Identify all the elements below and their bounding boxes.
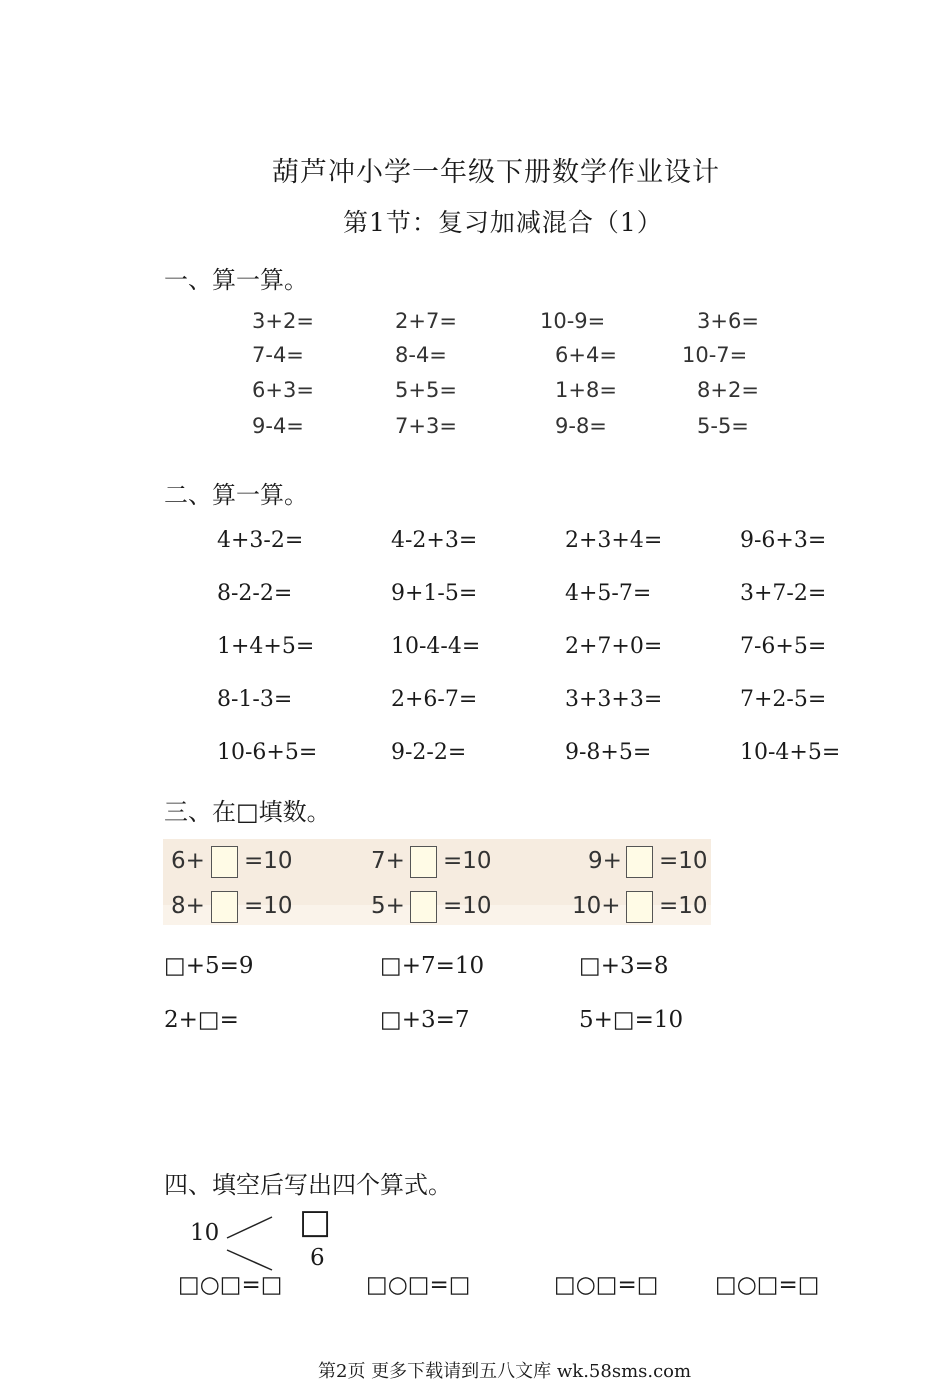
number-bond-part: 6 <box>310 1245 325 1271</box>
exercise: 5+5= <box>395 378 457 402</box>
answer-box[interactable] <box>410 846 437 878</box>
bond-line-lower <box>227 1250 272 1270</box>
answer-box[interactable] <box>410 891 437 923</box>
exercise: 9-8+5= <box>565 740 652 765</box>
fill-exercise: □+7=10 <box>380 953 485 979</box>
exercise: 9-6+3= <box>740 528 827 553</box>
exercise: 8+2= <box>697 378 759 402</box>
section1-heading: 一、算一算。 <box>164 266 308 294</box>
exercise: 3+3+3= <box>565 687 663 712</box>
fill-exercise: □+5=9 <box>164 953 254 979</box>
exercise: 6+3= <box>252 378 314 402</box>
exercise: 3+6= <box>697 309 759 333</box>
fill-pre: 10+ <box>572 893 621 919</box>
fill-post: =10 <box>659 893 708 919</box>
fill-pre: 9+ <box>588 848 622 874</box>
fill-post: =10 <box>244 848 293 874</box>
exercise: 2+6-7= <box>391 687 478 712</box>
section4-heading: 四、填空后写出四个算式。 <box>164 1171 452 1199</box>
exercise: 7+2-5= <box>740 687 827 712</box>
exercise: 4+3-2= <box>217 528 304 553</box>
exercise: 4+5-7= <box>565 581 652 606</box>
exercise: 1+8= <box>555 378 617 402</box>
exercise: 5-5= <box>697 414 749 438</box>
bond-line-upper <box>227 1217 272 1238</box>
exercise: 7-6+5= <box>740 634 827 659</box>
exercise: 10-9= <box>540 309 606 333</box>
fill-exercise: 2+□= <box>164 1007 239 1033</box>
exercise: 8-4= <box>395 343 447 367</box>
fill-post: =10 <box>443 848 492 874</box>
exercise: 7+3= <box>395 414 457 438</box>
number-bond-lines <box>222 1212 282 1272</box>
fill-exercise: 5+□=10 <box>579 1007 684 1033</box>
exercise: 10-4+5= <box>740 740 841 765</box>
number-bond-box[interactable]: □ <box>299 1202 332 1242</box>
number-bond-total: 10 <box>190 1220 220 1246</box>
exercise: 10-7= <box>682 343 748 367</box>
exercise: 9-8= <box>555 414 607 438</box>
exercise: 9+1-5= <box>391 581 478 606</box>
fill-exercise: □+3=7 <box>380 1007 470 1033</box>
exercise: 7-4= <box>252 343 304 367</box>
equation-template[interactable]: □○□=□ <box>178 1272 283 1298</box>
section3-heading: 三、在□填数。 <box>164 798 331 826</box>
exercise: 4-2+3= <box>391 528 478 553</box>
exercise: 2+7= <box>395 309 457 333</box>
answer-box[interactable] <box>211 846 238 878</box>
exercise: 9-4= <box>252 414 304 438</box>
fill-pre: 7+ <box>371 848 405 874</box>
exercise: 3+2= <box>252 309 314 333</box>
exercise: 1+4+5= <box>217 634 315 659</box>
exercise: 10-6+5= <box>217 740 318 765</box>
exercise: 8-2-2= <box>217 581 293 606</box>
equation-template[interactable]: □○□=□ <box>715 1272 820 1298</box>
exercise: 9-2-2= <box>391 740 467 765</box>
exercise: 2+7+0= <box>565 634 663 659</box>
fill-exercise: □+3=8 <box>579 953 669 979</box>
fill-pre: 5+ <box>371 893 405 919</box>
answer-box[interactable] <box>211 891 238 923</box>
exercise: 2+3+4= <box>565 528 663 553</box>
page-subtitle: 第1节：复习加减混合（1） <box>343 208 663 237</box>
answer-box[interactable] <box>626 846 653 878</box>
exercise: 8-1-3= <box>217 687 293 712</box>
page-footer: 第2页 更多下载请到五八文库 wk.58sms.com <box>318 1361 692 1382</box>
page-title: 葫芦冲小学一年级下册数学作业设计 <box>272 157 720 188</box>
equation-template[interactable]: □○□=□ <box>554 1272 659 1298</box>
fill-post: =10 <box>244 893 293 919</box>
exercise: 6+4= <box>555 343 617 367</box>
exercise: 3+7-2= <box>740 581 827 606</box>
answer-box[interactable] <box>626 891 653 923</box>
fill-pre: 6+ <box>171 848 205 874</box>
fill-post: =10 <box>659 848 708 874</box>
section2-heading: 二、算一算。 <box>164 481 308 509</box>
fill-pre: 8+ <box>171 893 205 919</box>
fill-post: =10 <box>443 893 492 919</box>
exercise: 10-4-4= <box>391 634 481 659</box>
equation-template[interactable]: □○□=□ <box>366 1272 471 1298</box>
